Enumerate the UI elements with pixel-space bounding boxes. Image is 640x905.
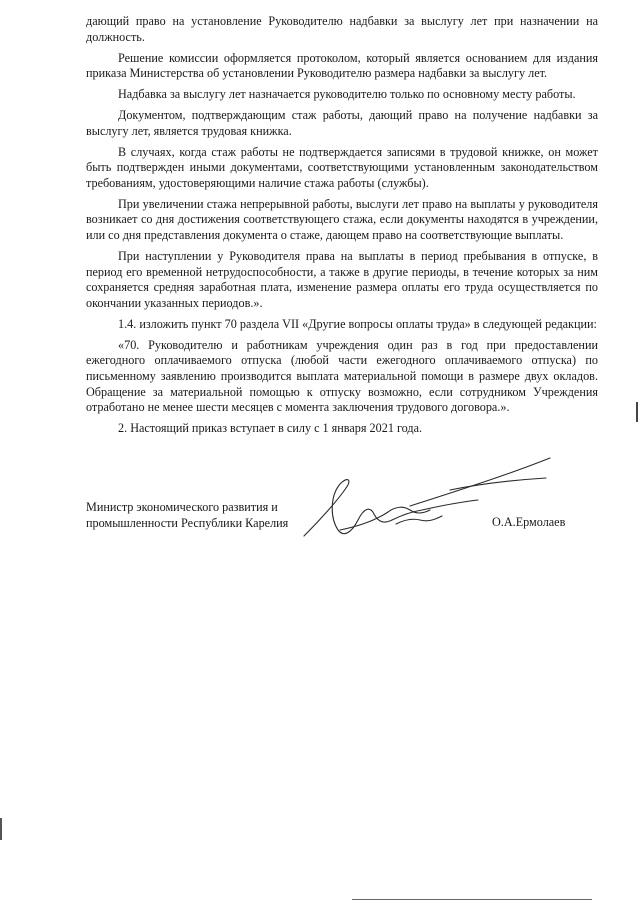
signatory-name: О.А.Ермолаев [492, 515, 566, 529]
paragraph-clause-70: «70. Руководителю и работникам учреждения один раз в год при предоставлении ежегодного оплачиваемого отпуска (любой части ежегодного оплачиваемого отпуска) по письменному заявлению производится выплата материальной помощи в размере двух окладов. Обращение за материальной помощью к отпуску возможно, если сотрудником Учреждения отработано не менее шести месяцев с момента заключения трудового договора.». [86, 337, 598, 415]
signature-stroke [396, 516, 442, 524]
document-body [86, 14, 598, 442]
paragraph-amendment-1-4: 1.4. изложить пункт 70 раздела VII «Другие вопросы оплаты труда» в следующей редакции: [118, 316, 597, 331]
scan-edge-mark [636, 402, 638, 422]
paragraph-work-record-book: Документом, подтверждающим стаж работы, дающий право на получение надбавки за выслугу лет, является трудовая книжка. [86, 108, 598, 138]
paragraph-main-workplace: Надбавка за выслугу лет назначается руководителю только по основному месту работы. [118, 87, 576, 102]
handwritten-signature [300, 440, 560, 550]
paragraph-vacation-period: При наступлении у Руководителя права на выплаты в период пребывания в отпуске, в период его временной нетрудоспособности, а также в другие периоды, в течение которых за ним сохраняется средняя заработная плата, изменение размера оплаты его труда осуществляется по окончании указанных периодов.». [86, 249, 598, 310]
footer-rule [352, 899, 592, 900]
signatory-position [86, 500, 316, 531]
paragraph-continuation: дающий право на установление Руководителю надбавки за выслугу лет при назначении на должность. [86, 14, 598, 44]
signature-stroke [410, 458, 550, 506]
signature-stroke [392, 500, 478, 520]
paragraph-service-increase: При увеличении стажа непрерывной работы, выслуги лет право на выплаты у руководителя возникает со дня достижения соответствующего стажа, если документы находятся в учреждении, или со дня представления документа о стаже, дающем право на соответствующие выплаты. [86, 196, 598, 243]
paragraph-commission-decision: Решение комиссии оформляется протоколом, который является основанием для издания приказа Министерства об установлении Руководителю размера надбавки за выслугу лет. [86, 50, 598, 81]
paragraph-other-documents: В случаях, когда стаж работы не подтверждается записями в трудовой книжке, он может быть подтвержден иными документами, соответствующими установленным законодательством требованиям, удостоверяющими наличие стажа работы (службы). [86, 144, 598, 190]
signatory-position-line2: промышленности Республики Карелия [86, 515, 289, 530]
paragraph-effective-date: 2. Настоящий приказ вступает в силу с 1 января 2021 года. [118, 421, 423, 436]
scan-edge-mark [0, 818, 2, 840]
signature-stroke [304, 480, 392, 536]
signatory-position-line1: Министр экономического развития и [86, 500, 278, 514]
